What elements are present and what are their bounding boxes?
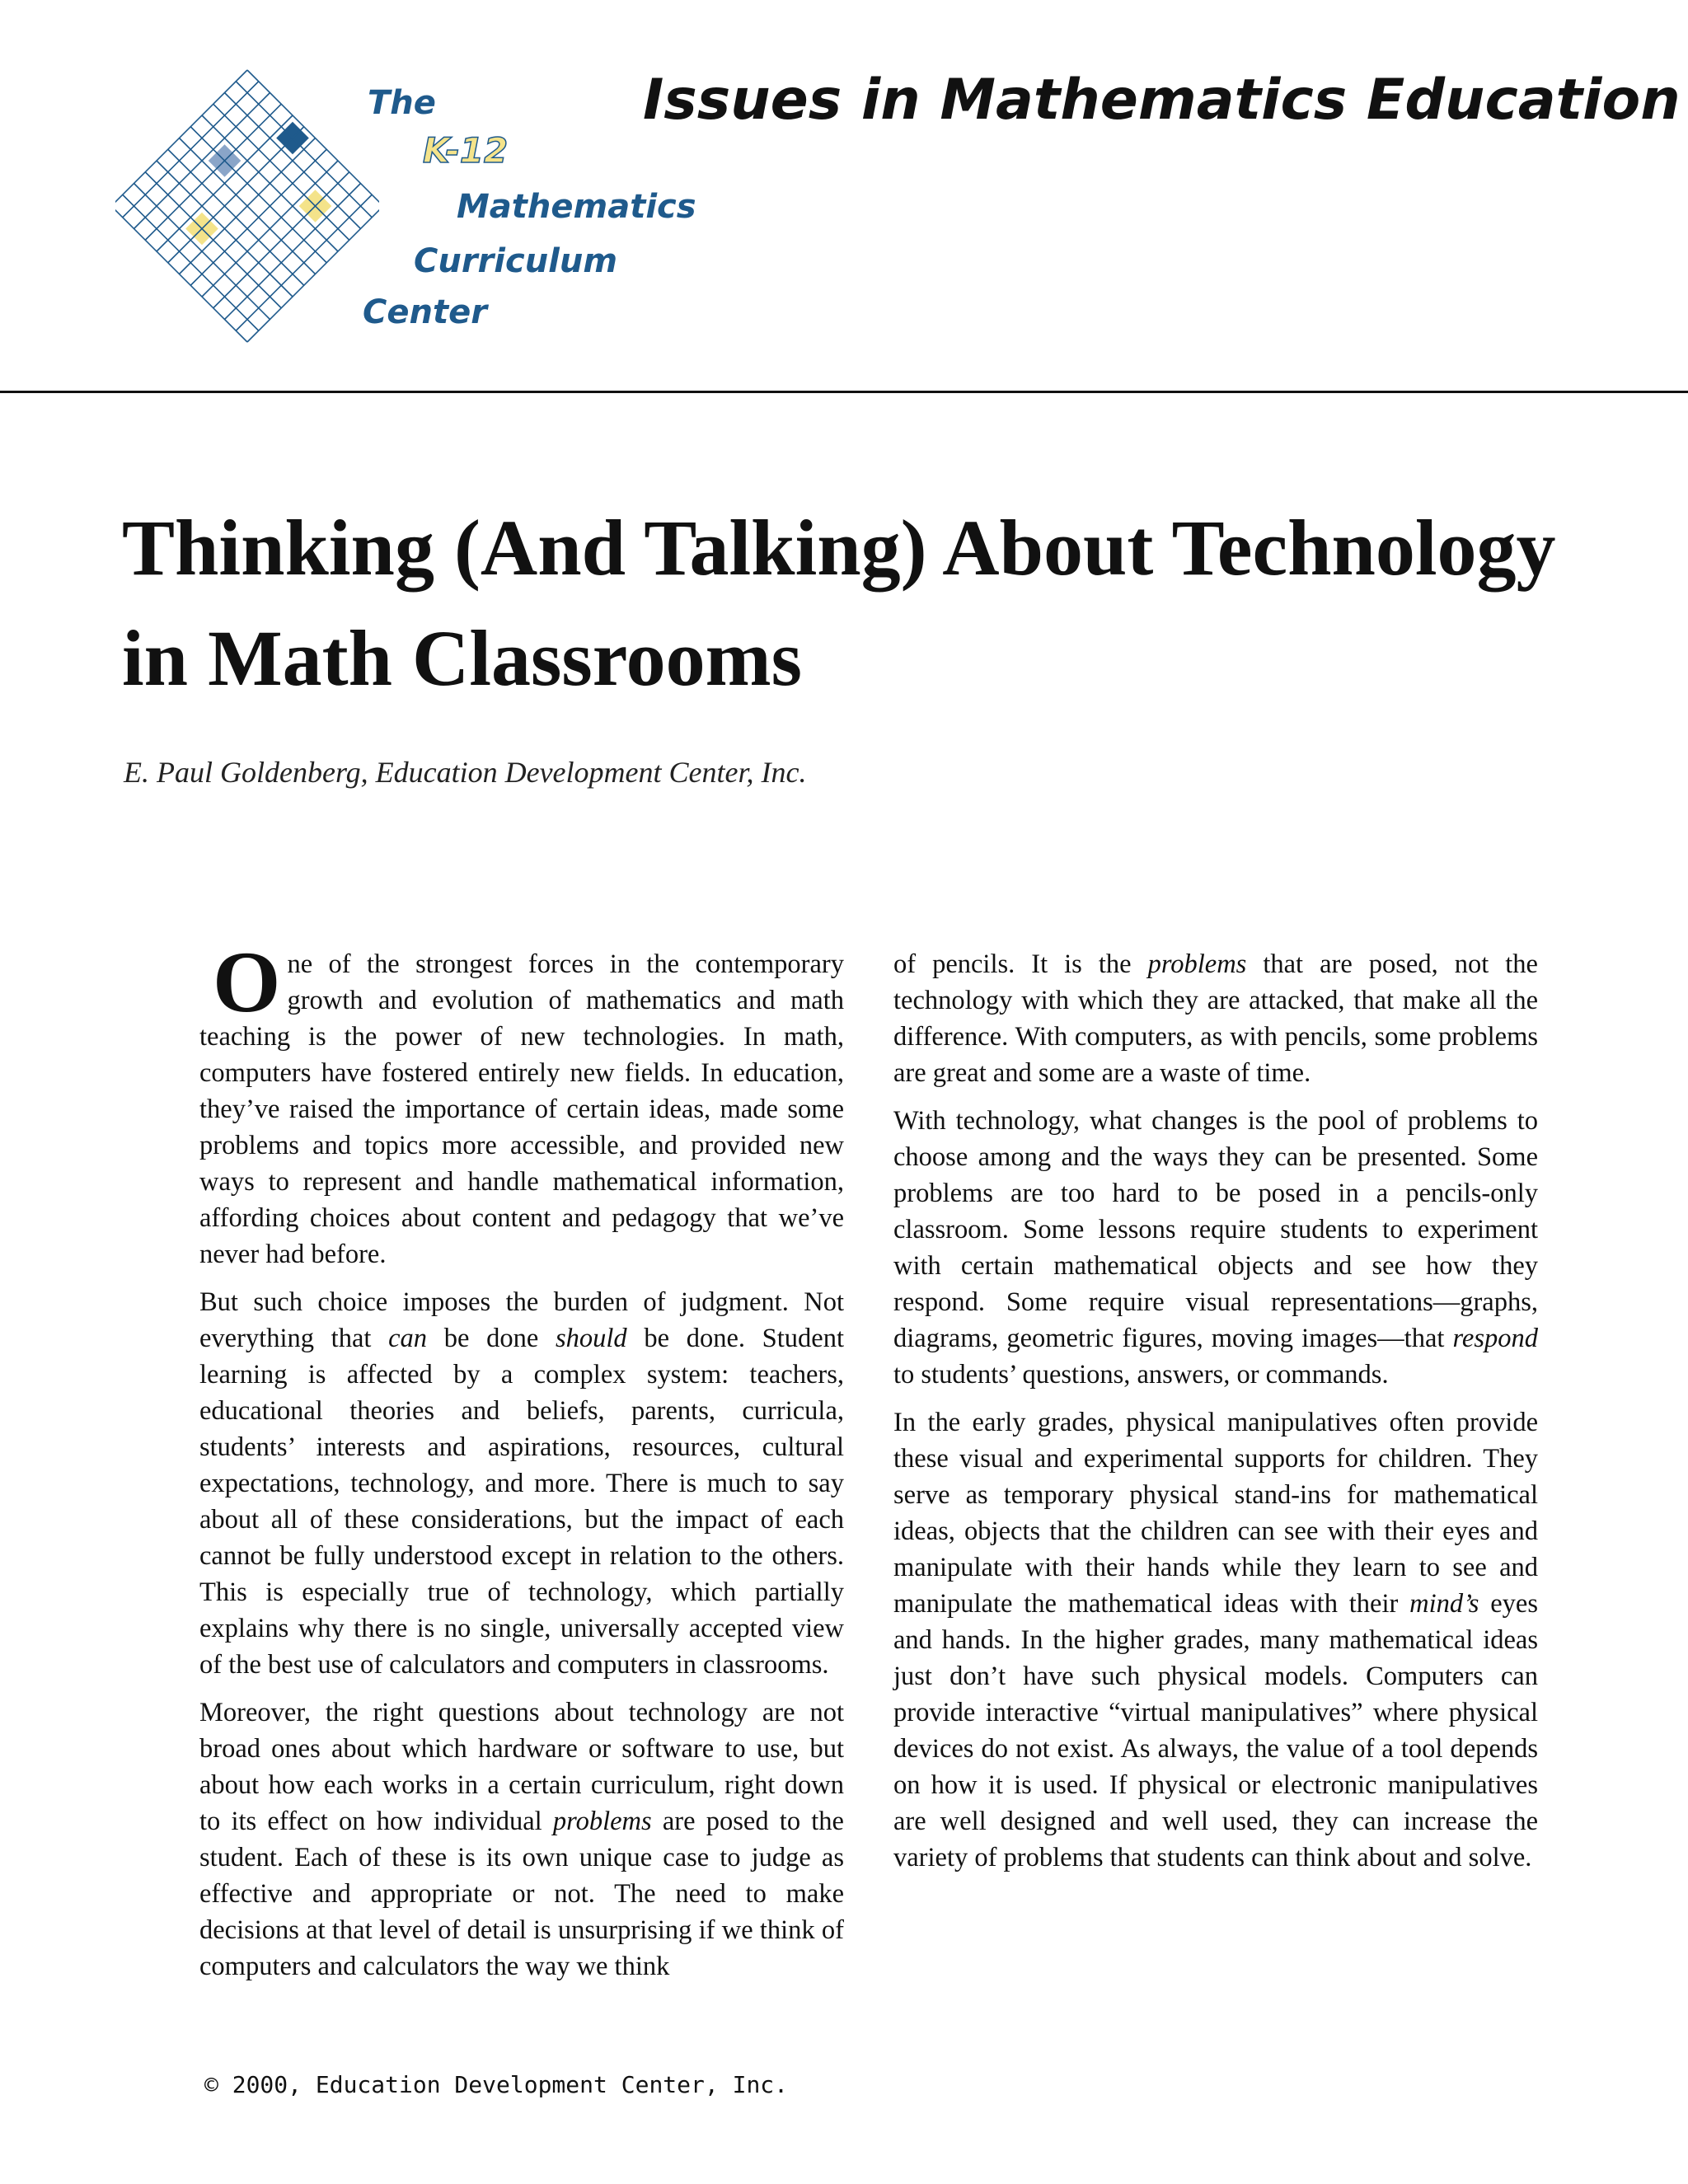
logo-text-the: The <box>368 84 436 122</box>
body-paragraph <box>893 1103 1538 1393</box>
logo-text-curriculum: Curriculum <box>414 242 618 280</box>
copyright-footer: © 2000, Education Development Center, Inc. <box>204 2071 789 2098</box>
left-column <box>199 934 844 1996</box>
emphasis-text: mind’s <box>1409 1589 1479 1619</box>
paragraph-text: ne of the strongest forces in the contemporary growth and evolution of mathematics and math teaching is the power of new technologies. In math, computers have fostered entirely new fields. In education, they’ve raised the importance of certain ideas, made some problems and topics more accessible, and provided new ways to represent and handle mathematical information, affording choices about content and pedagogy that we’ve never had before. <box>199 949 844 1269</box>
logo-text-mathematics: Mathematics <box>457 188 696 226</box>
paragraph-text: that are posed, not the technology with which they are attacked, that make all the difference. With computers, as with pencils, some problems are great and some are a waste of time. <box>893 949 1538 1088</box>
emphasis-text: problems <box>1147 949 1247 979</box>
author-byline: E. Paul Goldenberg, Education Development Center, Inc. <box>124 756 807 789</box>
header-divider <box>0 391 1688 393</box>
paragraph-text: With technology, what changes is the pool of problems to choose among and the ways they can be presented. Some problems are too hard to be posed in a pencils-only classroom. Some lessons require students to experiment with certain mathematical objects and see how they respond. Some require visual representations—graphs, diagrams, geometric figures, moving images—that <box>893 1106 1538 1353</box>
k12-mcc-logo <box>115 58 725 363</box>
paragraph-text: are posed to the student. Each of these is its own unique case to judge as effective and appropriate or not. The need to make decisions at that level of detail is unsurprising if we think of computers and calculators the way we think <box>199 1807 844 1981</box>
right-column <box>893 946 1538 1887</box>
diamond-grid-icon <box>115 58 379 363</box>
emphasis-text: should <box>555 1324 627 1353</box>
body-paragraph <box>199 934 844 1272</box>
paragraph-text: be done. Student learning is affected by a complex system: teachers, educational theories and beliefs, parents, curricula, students’ interests and aspirations, resources, cultural expectations, technology, and more. There is much to say about all of these considerations, but the impact of each cannot be fully understood except in relation to the others. This is especially true of technology, which partially explains why there is no single, universally accepted view of the best use of calculators and computers in classrooms. <box>199 1324 844 1680</box>
emphasis-text: can <box>388 1324 428 1353</box>
drop-cap: O <box>213 934 281 1030</box>
paragraph-text: be done <box>427 1324 556 1353</box>
paragraph-text: But such choice imposes the burden of judgment. Not everything that <box>199 1287 844 1353</box>
logo-text-k12: K-12 <box>423 130 509 171</box>
article-title: Thinking (And Talking) About Technology in Math Classrooms <box>122 504 1556 702</box>
paragraph-text: In the early grades, physical manipulatives often provide these visual and experimental supports for children. They serve as temporary physical stand-ins for mathematical ideas, objects that the children can see with their eyes and manipulate with their hands while they learn to see and manipulate the mathematical ideas with their <box>893 1408 1538 1619</box>
body-paragraph <box>893 946 1538 1091</box>
emphasis-text: problems <box>552 1807 652 1836</box>
logo-text-center: Center <box>363 293 487 331</box>
series-title: Issues in Mathematics Education <box>643 68 1681 133</box>
paragraph-text: Moreover, the right questions about technology are not broad ones about which hardware or software to use, but about how each works in a certain curriculum, right down to its effect on how individual <box>199 1698 844 1836</box>
emphasis-text: respond <box>1452 1324 1538 1353</box>
paragraph-text: to students’ questions, answers, or commands. <box>893 1360 1389 1390</box>
body-paragraph <box>199 1694 844 1985</box>
body-paragraph <box>199 1284 844 1683</box>
paragraph-text: eyes and hands. In the higher grades, many mathematical ideas just don’t have such physical models. Computers can provide interactive “virtual manipulatives” where physical devices do not exist. As always, the value of a tool depends on how it is used. If physical or electronic manipulatives are well designed and well used, they can increase the variety of problems that students can think about and solve. <box>893 1589 1539 1872</box>
body-paragraph <box>893 1404 1538 1876</box>
paragraph-text: of pencils. It is the <box>893 949 1148 979</box>
